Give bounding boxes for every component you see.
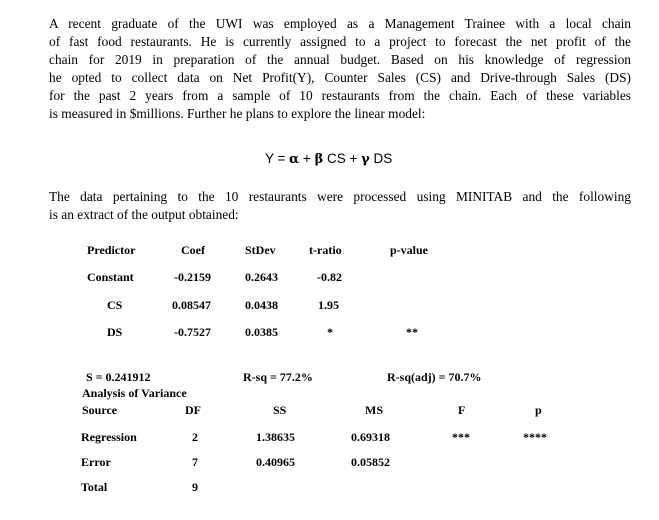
- intro-line: is measured in $millions. Further he plans to explore the linear model:: [49, 106, 426, 121]
- anova-source-regression: Regression: [81, 430, 137, 444]
- stdev-cs: 0.0438: [245, 298, 278, 312]
- r-sq-adj-statistic: R-sq(adj) = 70.7%: [387, 370, 482, 384]
- t-ratio-ds: *: [327, 325, 333, 339]
- data-intro-line: is an extract of the output obtained:: [49, 207, 239, 222]
- coef-cs: 0.08547: [172, 298, 211, 312]
- header-stdev: StDev: [245, 243, 276, 257]
- s-statistic: S = 0.241912: [86, 370, 151, 384]
- anova-df-total: 9: [192, 480, 198, 494]
- anova-p-regression: ****: [523, 430, 547, 444]
- header-predictor: Predictor: [87, 243, 136, 257]
- beta-symbol: β: [314, 152, 324, 167]
- anova-header-p: p: [535, 403, 542, 417]
- intro-line: chain for 2019 in preparation of the annual budget. Based on his knowledge of regression: [49, 52, 631, 67]
- anova-ms-error: 0.05852: [351, 455, 390, 469]
- anova-header-source: Source: [82, 403, 118, 417]
- header-t-ratio: t-ratio: [309, 243, 342, 257]
- anova-header-df: DF: [185, 403, 201, 417]
- anova-header-ss: SS: [273, 403, 287, 417]
- anova-ss-regression: 1.38635: [256, 430, 295, 444]
- anova-title: Analysis of Variance: [82, 386, 187, 400]
- header-p-value: p-value: [390, 243, 429, 257]
- equation-cs-term: CS +: [323, 151, 362, 166]
- anova-df-regression: 2: [192, 430, 198, 444]
- header-coef: Coef: [181, 243, 205, 257]
- coef-ds: -0.7527: [174, 325, 211, 339]
- stdev-constant: 0.2643: [245, 270, 278, 284]
- r-sq-statistic: R-sq = 77.2%: [243, 370, 313, 384]
- intro-line: for the past 2 years from a sample of 10 restaurants from the chain. Each of these variables: [49, 88, 631, 103]
- alpha-symbol: α: [289, 152, 300, 167]
- intro-line: of fast food restaurants. He is currently assigned to a project to forecast the net profit of the: [49, 34, 631, 49]
- predictor-cs: CS: [107, 298, 123, 312]
- anova-source-error: Error: [81, 455, 111, 469]
- stdev-ds: 0.0385: [245, 325, 278, 339]
- anova-df-error: 7: [192, 455, 198, 469]
- anova-header-f: F: [458, 403, 466, 417]
- equation-plus: +: [299, 151, 315, 166]
- intro-line: he opted to collect data on Net Profit(Y), Counter Sales (CS) and Drive-through Sales (DS): [49, 70, 631, 85]
- intro-paragraph: [49, 15, 631, 123]
- equation-lhs: Y =: [265, 151, 290, 166]
- anova-source-total: Total: [81, 480, 108, 494]
- model-equation: [265, 151, 392, 167]
- intro-line: A recent graduate of the UWI was employed as a Management Trainee with a local chain: [49, 16, 631, 31]
- anova-ss-error: 0.40965: [256, 455, 295, 469]
- anova-ms-regression: 0.69318: [351, 430, 390, 444]
- t-ratio-cs: 1.95: [318, 298, 339, 312]
- t-ratio-constant: -0.82: [317, 270, 342, 284]
- predictor-ds: DS: [107, 325, 123, 339]
- anova-header-ms: MS: [365, 403, 383, 417]
- data-intro-line: The data pertaining to the 10 restaurants were processed using MINITAB and the following: [49, 189, 631, 204]
- coef-constant: -0.2159: [174, 270, 211, 284]
- equation-ds-term: DS: [369, 151, 393, 166]
- data-intro-paragraph: [49, 188, 631, 224]
- gamma-symbol: γ: [361, 152, 370, 167]
- p-value-ds: **: [406, 325, 418, 339]
- predictor-constant: Constant: [87, 270, 134, 284]
- anova-f-regression: ***: [452, 430, 470, 444]
